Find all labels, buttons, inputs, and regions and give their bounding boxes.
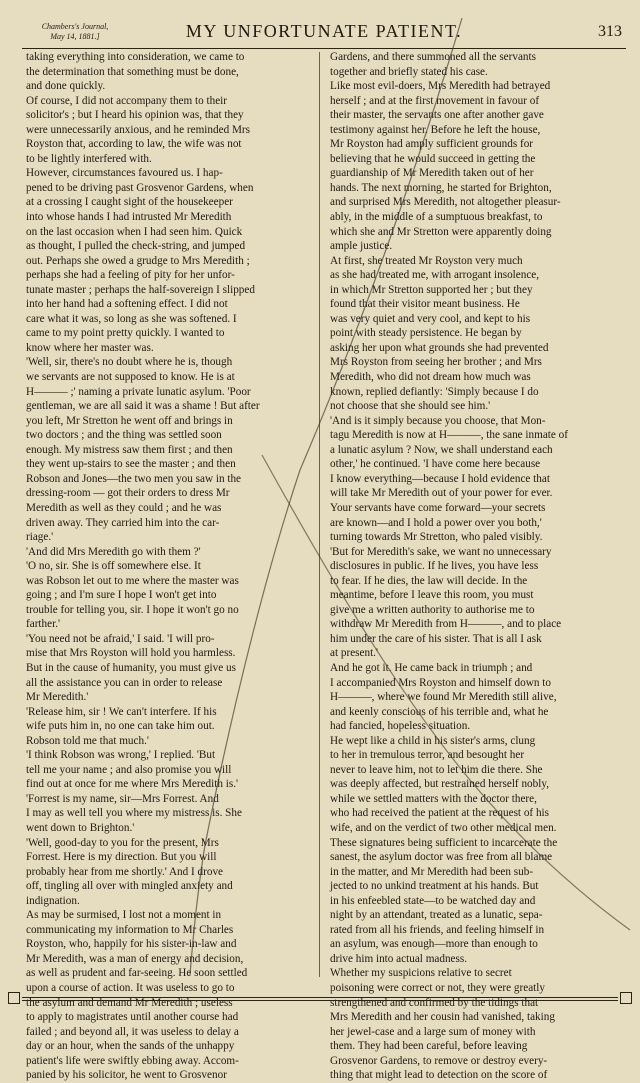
right-column-line: 'But for Meredith's sake, we want no unnecessary [330,545,552,558]
left-column-line: gentleman, we are all said it was a shame ! But after [26,400,260,413]
left-column-line: as well as prudent and far-seeing. He soon settled [26,967,248,980]
left-column-line: tell me your name ; and also promise you will [26,763,232,776]
left-column-line: find out at once for me where Mrs Meredith is.' [26,778,239,791]
left-column-line: mise that Mrs Royston will hold you harmless. [26,647,236,660]
right-column-line: other,' he continued. 'I have come here because [330,458,541,471]
left-column-line: day or an hour, when the sands of the unhappy [26,1040,235,1053]
right-column-line: ably, in the middle of a sumptuous breakfast, to [330,211,543,224]
right-column-line: found that their visitor meant business. He [330,298,520,311]
right-column-line: withdraw Mr Meredith from H———, and to place [330,618,562,631]
column-divider [319,52,320,977]
right-column-line: Gardens, and there summoned all the servants [330,51,536,63]
left-column-line: probably hear from me shortly.' And I drove [26,865,224,878]
left-column-line: tunate master ; perhaps the half-sovereign I slipped [26,283,255,296]
left-column-line: pened to be driving past Grosvenor Gardens, when [26,181,254,194]
left-column-line: communicating my information to Mr Charles [26,923,234,936]
right-column-line: herself ; and at the first movement in favour of [330,94,540,107]
right-column-line: believing that he would succeed in getting the [330,152,536,165]
left-column-line: taking everything into consideration, we came to [26,51,245,63]
right-column-line: as she had treated me, with arrogant insolence, [330,269,540,282]
right-column-line: disclosures in public. If he lives, you have less [330,560,539,573]
left-column-line: driven away. They carried him into the car- [26,516,220,529]
right-column-line: Mrs Meredith and her cousin had vanished, taking [330,1011,555,1024]
right-column-line: Whether my suspicions relative to secret [330,967,512,980]
right-column-line: give me a written authority to authorise me to [330,603,535,616]
right-column-line: an asylum, was enough—more than enough to [330,938,538,951]
page-title: MY UNFORTUNATE PATIENT. [185,21,463,41]
left-column-line: Robson told me that much.' [26,734,149,747]
left-column-line: Mr Meredith.' [26,691,89,704]
left-column-line: 'And did Mrs Meredith go with them ?' [26,545,201,558]
left-column-line: I may as well tell you where my mistress is. She [26,807,242,820]
left-column-line: out. Perhaps she owed a grudge to Mrs Meredith ; [26,254,250,267]
right-column-line: in the matter, and Mr Meredith had been sub- [330,865,534,878]
right-column-line: Your servants have come forward—your secrets [330,501,546,514]
right-column-line: hands. The next morning, he started for Brighton, [330,181,552,194]
right-column-line: at present.' [330,647,378,660]
right-column-line: night by an attendant, treated as a lunatic, sepa- [330,909,543,922]
left-column-line: went down to Brighton.' [26,821,135,834]
right-column-line: 'And is it simply because you choose, that Mon- [330,414,546,427]
right-column-line: testimony against her. Before he left the house, [330,123,541,136]
journal-name: Chambers's Journal, [41,22,109,31]
left-column-line: farther.' [26,618,61,631]
left-column-line: 'Release him, sir ! We can't interfere. If his [26,705,217,718]
left-column-line: care what it was, so long as she was softened. I [26,312,237,325]
left-column-line: off, tingling all over with mingled anxiety and [26,880,233,893]
left-column-line: you left, Mr Stretton he went off and brings in [26,414,233,427]
left-column-line: we servants are not supposed to know. He is at [26,371,235,384]
left-column-line: failed ; and beyond all, it was useless to delay a [26,1025,239,1038]
right-column-line: together and briefly stated his case. [330,65,488,78]
right-column-line: meantime, before I leave this room, you must [330,589,534,602]
left-column-line: know where her master was. [26,341,154,354]
right-column-line: to fear. If he dies, the law will decide. In the [330,574,528,587]
right-column-line: them. They had been careful, before leaving [330,1040,528,1053]
right-column-line: And he got it. He came back in triumph ; and [330,661,533,674]
right-column-line: guardianship of Mr Meredith taken out of her [330,167,534,180]
right-column-line: will take Mr Meredith out of your power for ever. [330,487,553,500]
left-column-line: As may be surmised, I lost not a moment in [26,909,222,922]
left-column-line: they went up-stairs to see the master ; and then [26,458,236,471]
right-column-line: Like most evil-doers, Mrs Meredith had betrayed [330,80,551,93]
right-column-line: and keenly conscious of his terrible and, what he [330,705,549,718]
right-column-line: asking her upon what grounds she had prevented [330,341,549,354]
left-column-line: 'I think Robson was wrong,' I replied. 'But [26,749,216,762]
right-column-line: I accompanied Mrs Royston and himself down to [330,676,551,689]
right-column-line: point with steady persistence. He began by [330,327,522,340]
left-column-line: as thought, I pulled the check-string, and jumped [26,240,246,253]
left-column-line: were unnecessarily anxious, and he reminded Mrs [26,123,250,136]
right-column-line: jected to no unkind treatment at his hands. But [330,880,539,893]
right-column-line: was very quiet and very cool, and kept to his [330,312,531,325]
corner-ornament-right [620,992,632,1004]
right-column-line: Mr Royston had amply sufficient grounds for [330,138,534,151]
left-column-line: enough. My mistress saw them first ; and then [26,443,233,456]
right-column-line: who had received the patient at the request of his [330,807,550,820]
right-column-line: ample justice. [330,240,393,253]
right-column-line: strengthened and confirmed by the tidings that [330,996,539,1009]
left-column-line: 'Well, sir, there's no doubt where he is, though [26,356,233,369]
right-column-line: poisoning were correct or not, they were greatly [330,982,545,994]
right-column-line: Grosvenor Gardens, to remove or destroy every- [330,1054,548,1067]
left-column-line: on the last occasion when I had seen him. Quick [26,225,243,238]
left-column-line: 'Well, good-day to you for the present, Mrs [26,836,219,849]
right-column-line: He wept like a child in his sister's arms, clung [330,734,536,747]
right-column-line: H———, where we found Mr Meredith still alive, [330,691,557,704]
right-column-line: rated from all his friends, and feeling himself in [330,923,545,936]
right-column-line: These signatures being sufficient to incarcerate the [330,836,558,849]
left-column-line: But in the cause of humanity, you must give us [26,661,236,674]
left-column-line: panied by his solicitor, he went to Grosvenor [26,1069,227,1082]
right-column-line: wife, and on the verdict of two other medical men. [330,821,557,834]
right-column-line: in his enfeebled state—to be watched day and [330,894,536,907]
left-column-line: the asylum and demand Mr Meredith ; useless [26,996,233,1009]
right-column-line: tagu Meredith is now at H———, the sane inmate of [330,429,568,442]
right-column-line: are known—and I hold a power over you both,' [330,516,542,529]
left-column-line: going ; and I'm sure I hope I won't get into [26,589,217,602]
left-column-line: Of course, I did not accompany them to their [26,94,228,107]
right-column-line: At first, she treated Mr Royston very much [330,254,523,267]
left-column-line: all the assistance you can in order to release [26,676,223,689]
left-column-line: Royston that, according to law, the wife was not [26,138,242,151]
right-column-line: their master, the servants one after another gave [330,109,544,122]
left-column-line: solicitor's ; but I heard his opinion was, that they [26,109,244,122]
left-column-line: patient's life were swiftly ebbing away. Accom- [26,1054,239,1067]
right-column-line: Mrs Royston from seeing her brother ; and Mrs [330,356,542,369]
left-text-column [26,50,314,1083]
left-column-line: Robson and Jones—the two men you saw in the [26,472,242,485]
right-column-line: to her in tremulous terror, and besought her [330,749,525,762]
left-column-line: upon a course of action. It was useless to go to [26,982,235,994]
right-column-line: was deeply affected, but restrained herself nobly, [330,778,550,791]
corner-ornament-left [8,992,20,1004]
right-column-line: him under the care of his sister. That is all I ask [330,632,542,645]
left-column-line: dressing-room — got their orders to dress Mr [26,487,230,500]
right-column-line: turning towards Mr Stretton, who paled visibly. [330,531,543,544]
left-column-line: Meredith as well as they could ; and he was [26,501,222,514]
left-column-line: the determination that something must be done, [26,65,239,78]
left-column-line: riage.' [26,531,54,544]
right-column-line: her jewel-case and a large sum of money with [330,1025,536,1038]
left-column-line: H——— ;' naming a private lunatic asylum. 'Poor [26,385,251,398]
journal-date: May 14, 1881.] [50,32,100,41]
left-column-line: at a crossing I caught sight of the housekeeper [26,196,233,209]
footer-ornament-rule [8,992,632,1004]
left-column-line: Royston, who, happily for his sister-in-law and [26,938,237,951]
right-column-line: not choose that she should see him.' [330,400,491,413]
left-column-line: Forrest. Here is my direction. But you will [26,851,217,864]
left-column-line: and done quickly. [26,80,106,93]
left-column-line: into her hand had a softening effect. I did not [26,298,228,311]
left-column-line: into whose hands I had intrusted Mr Meredith [26,211,232,224]
right-column-line: known, replied defiantly: 'Simply because I do [330,385,539,398]
left-column-line: 'You need not be afraid,' I said. 'I will pro- [26,632,215,645]
left-column-line: came to my point pretty quickly. I wanted to [26,327,225,340]
left-column-line: Mr Meredith, was a man of energy and decision, [26,952,244,965]
page-header [22,18,626,49]
right-column-line: which she and Mr Stretton were apparently doing [330,225,552,238]
right-column-line: sanest, the asylum doctor was free from all blame [330,851,553,864]
left-column-line: was Robson let out to me where the master was [26,574,239,587]
right-column-line: I know everything—because I hold evidence that [330,472,550,485]
right-column-line: and surprised Mrs Meredith, not altogether pleasur- [330,196,561,209]
right-column-line: thing that might lead to detection on the score of [330,1069,548,1082]
left-column-line: two doctors ; and the thing was settled soon [26,429,222,442]
right-column-line: while we settled matters with the doctor there, [330,792,537,805]
right-text-column [330,50,618,1083]
left-column-line: to apply to magistrates until another course had [26,1011,239,1024]
left-column-line: 'Forrest is my name, sir—Mrs Forrest. And [26,792,219,805]
right-column-line: drive him into actual madness. [330,952,468,965]
right-column-line: never to leave him, not to let him die there. She [330,763,543,776]
left-column-line: wife puts him in, no one can take him out. [26,720,215,733]
footer-double-rule [22,997,618,1001]
right-column-line: in which Mr Stretton supported her ; but they [330,283,533,296]
page-number: 313 [598,23,622,40]
right-column-line: had fancied, hopeless situation. [330,720,471,733]
left-column-line: trouble for telling you, sir. I hope it won't go no [26,603,239,616]
right-column-line: Meredith, who did not dream how much was [330,371,531,384]
left-column-line: indignation. [26,894,80,907]
left-column-line: 'O no, sir. She is off somewhere else. It [26,560,201,573]
left-column-line: to be lightly interfered with. [26,152,152,165]
left-column-line: However, circumstances favoured us. I hap- [26,167,223,180]
left-column-line: perhaps she had a feeling of pity for her unfor- [26,269,235,282]
right-column-line: a lunatic asylum ? Now, we shall understand each [330,443,553,456]
